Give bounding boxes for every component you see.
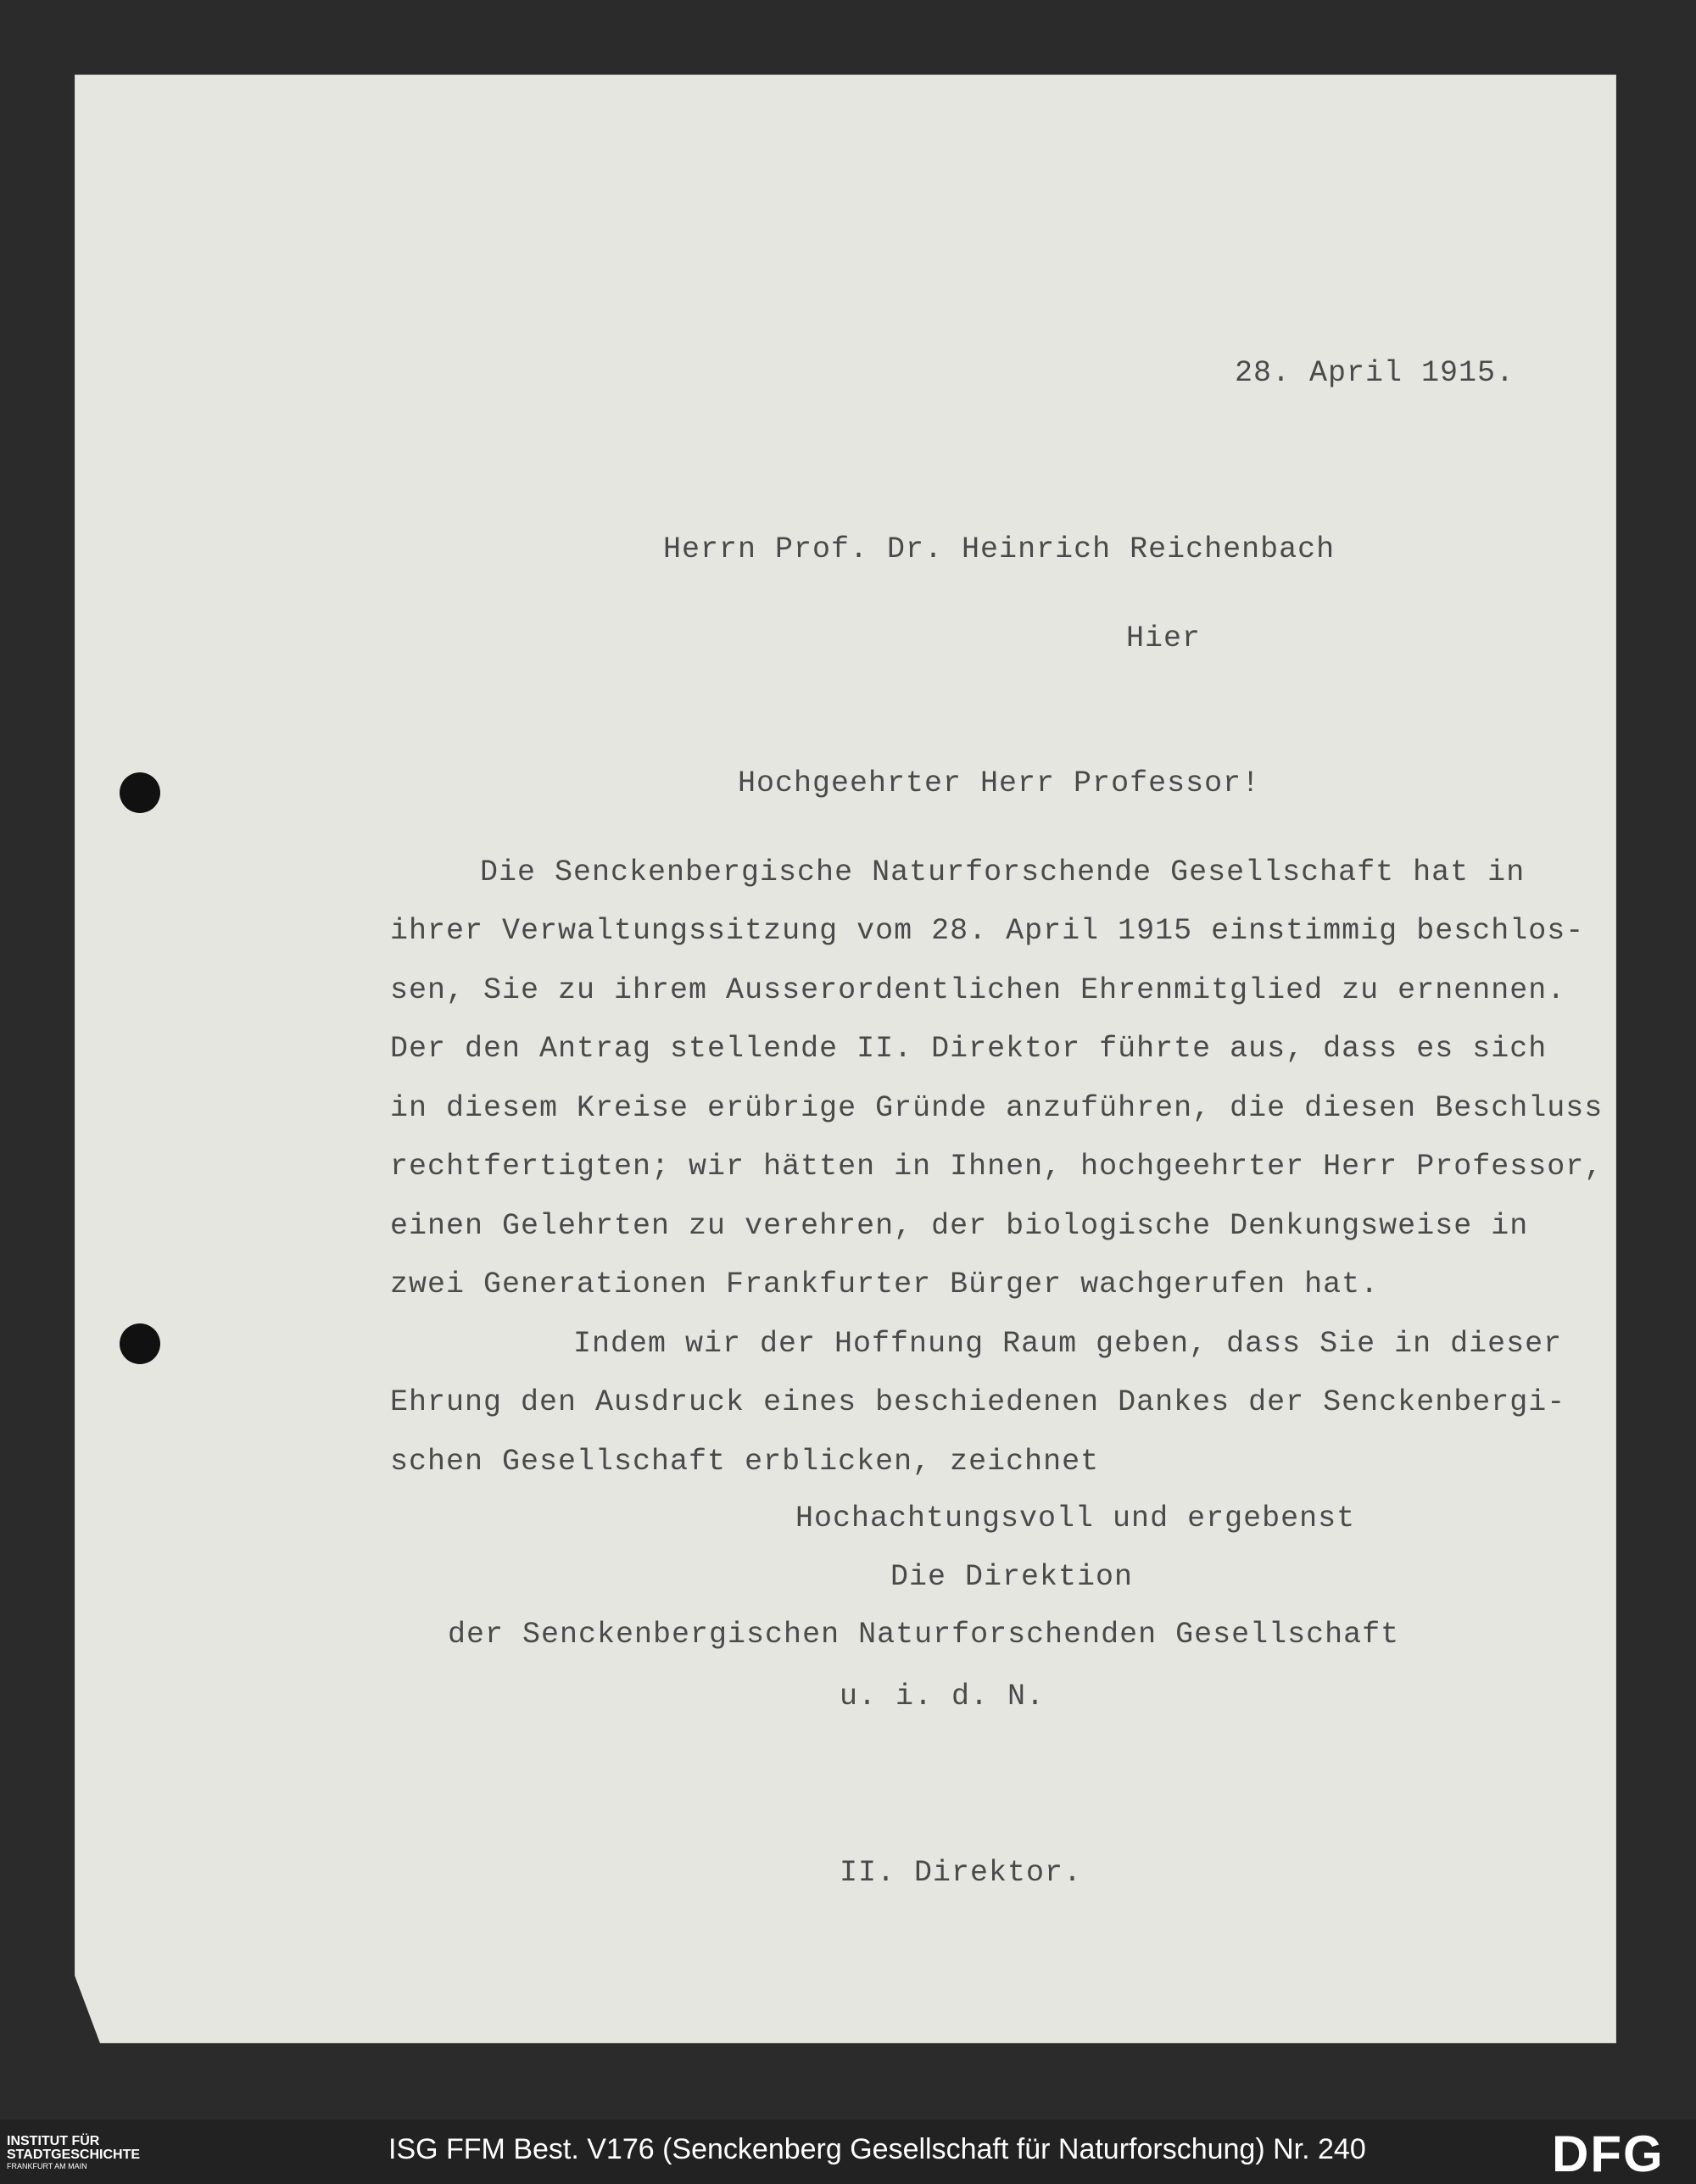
body-line: Ehrung den Ausdruck eines beschiedenen Dankes der Senckenbergi- [390,1385,1566,1419]
letter-recipient: Herrn Prof. Dr. Heinrich Reichenbach [663,532,1336,566]
body-line: Indem wir der Hoffnung Raum geben, dass Sie in dieser [573,1327,1563,1361]
body-line: ihrer Verwaltungssitzung vom 28. April 1915 einstimmig beschlos- [390,914,1585,948]
letter-location: Hier [1126,621,1202,655]
archive-footer [0,2120,1696,2184]
letter-salutation: Hochgeehrter Herr Professor! [738,766,1261,800]
letter-closing: Hochachtungsvoll und ergebenst [795,1502,1356,1535]
page-corner [75,1975,100,2043]
body-line: in diesem Kreise erübrige Gründe anzuführen, die diesen Beschluss [390,1091,1604,1125]
body-line: rechtfertigten; wir hätten in Ihnen, hochgeehrter Herr Professor, [390,1150,1604,1184]
body-line: einen Gelehrten zu verehren, der biologische Denkungsweise in [390,1209,1529,1243]
body-line: Die Senckenbergische Naturforschende Gesellschaft hat in [480,855,1526,889]
signature-initials: u. i. d. N. [840,1680,1046,1713]
body-line: zwei Generationen Frankfurter Bürger wachgerufen hat. [390,1268,1380,1301]
institute-name-line: INSTITUT FÜR [7,2134,100,2148]
body-line: schen Gesellschaft erblicken, zeichnet [390,1445,1100,1479]
punch-hole-bottom [120,1323,160,1364]
body-line: Der den Antrag stellende II. Direktor führte aus, dass es sich [390,1032,1548,1066]
signature-direction: Die Direktion [890,1560,1134,1594]
archive-caption: ISG FFM Best. V176 (Senckenberg Gesellschaft für Naturforschung) Nr. 240 [388,2133,1366,2165]
body-line: sen, Sie zu ihrem Ausserordentlichen Ehrenmitglied zu ernennen. [390,973,1566,1007]
signature-title: II. Direktor. [840,1856,1083,1890]
institute-city: FRANKFURT AM MAIN [7,2162,87,2170]
dfg-logo: DFG [1552,2126,1665,2182]
institute-name-line: STADTGESCHICHTE [7,2148,141,2162]
signature-society: der Senckenbergischen Naturforschenden Gesellschaft [448,1618,1400,1652]
punch-hole-top [120,772,160,813]
letter-date: 28. April 1915. [1235,356,1515,390]
institute-logo [7,2135,140,2171]
